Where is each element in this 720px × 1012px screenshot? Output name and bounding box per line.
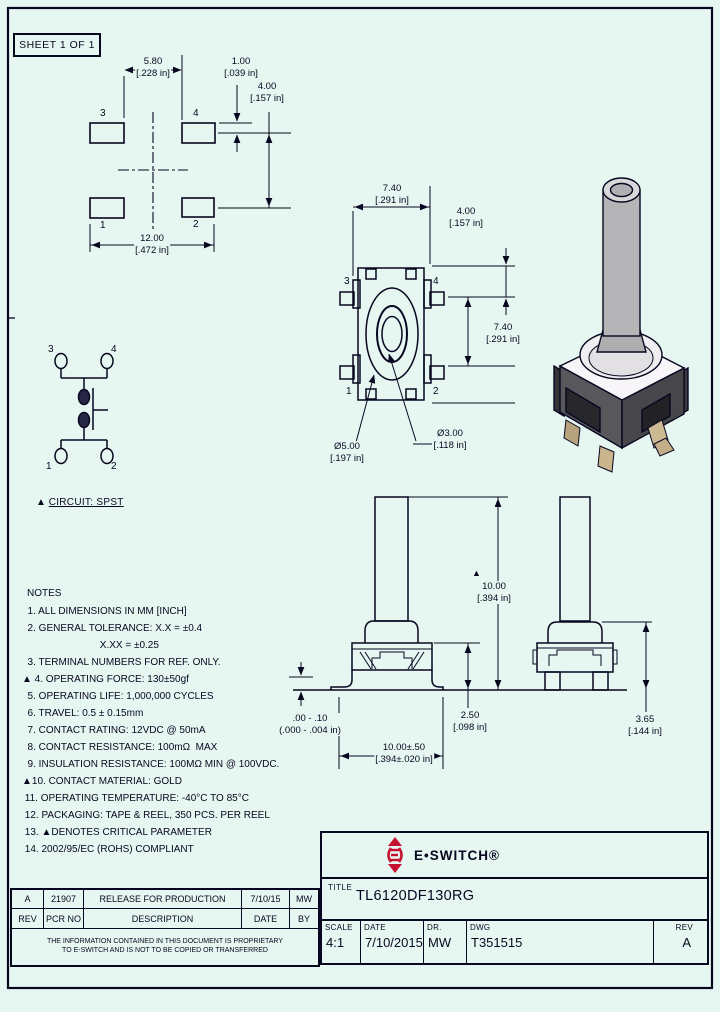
note-line: 2. GENERAL TOLERANCE: X.X = ±0.4	[22, 623, 203, 634]
critical-triangle-icon: ▲	[36, 497, 46, 508]
dim-terminal-pitch-x: 7.40 [.291 in]	[375, 183, 409, 206]
revision-pcr: 21907	[44, 890, 84, 908]
note-line: X.XX = ±0.25	[22, 640, 159, 651]
revision-row	[12, 890, 318, 908]
note-line: 5. OPERATING LIFE: 1,000,000 CYCLES	[22, 691, 214, 702]
pad-label-3: 3	[100, 108, 106, 119]
revision-rev: A	[12, 890, 44, 908]
dim-pad-pitch-y: 4.00 [.157 in]	[250, 81, 284, 104]
brand-name: E•SWITCH®	[414, 848, 500, 863]
proprietary-line-2: TO E-SWITCH AND IS NOT TO BE COPIED OR TRANSFERRED	[62, 947, 268, 954]
terminal-label-4: 4	[433, 276, 439, 287]
header-by: BY	[297, 914, 310, 924]
dim-pad-span: 12.00 [.472 in]	[135, 233, 169, 256]
revision-description: RELEASE FOR PRODUCTION	[84, 890, 242, 908]
note-line: ▲ 4. OPERATING FORCE: 130±50gf	[22, 674, 189, 685]
side-view	[533, 497, 617, 690]
part-number: TL6120DF130RG	[356, 888, 475, 904]
note-line: 8. CONTACT RESISTANCE: 100mΩ MAX	[22, 742, 218, 753]
title-block	[320, 831, 709, 965]
proprietary-note	[12, 928, 318, 965]
switch-3d-render	[554, 178, 688, 472]
dim-body-width: 10.00±.50 [.394±.020 in]	[375, 742, 433, 765]
pad-label-4: 4	[193, 108, 199, 119]
revision-header-row	[12, 908, 318, 929]
header-description: DESCRIPTION	[84, 909, 242, 929]
sheet-number-label: SHEET 1 OF 1	[13, 33, 101, 57]
dim-tip-diameter: Ø3.00 [.118 in]	[433, 428, 467, 451]
dim-base-height: 2.50 [.098 in]	[453, 710, 487, 733]
switch-top-view	[340, 268, 444, 400]
revision-table	[10, 888, 320, 967]
drawn-by-cell: DR. MW	[424, 921, 467, 963]
circuit-caption-text: CIRCUIT: SPST	[48, 497, 124, 508]
dwg-number-cell: DWG T351515	[467, 921, 654, 963]
circuit-label-2: 2	[111, 461, 117, 472]
revision-by: MW	[296, 894, 312, 904]
note-line: 11. OPERATING TEMPERATURE: -40°C TO 85°C	[22, 793, 249, 804]
header-rev: REV	[12, 909, 44, 929]
circuit-label-4: 4	[111, 344, 117, 355]
note-line: 14. 2002/95/EC (ROHS) COMPLIANT	[22, 844, 194, 855]
front-view	[331, 497, 443, 690]
title-info-row	[322, 919, 707, 963]
dim-body-height: 3.65 [.144 in]	[628, 714, 662, 737]
dim-overall-height: 10.00 [.394 in]	[477, 581, 511, 604]
note-line: 6. TRAVEL: 0.5 ± 0.15mm	[22, 708, 144, 719]
dim-standoff: .00 - .10 (.000 - .004 in)	[279, 713, 341, 736]
header-pcr-no: PCR NO	[44, 909, 84, 929]
note-line: 7. CONTACT RATING: 12VDC @ 50mA	[22, 725, 206, 736]
dim-terminal-pitch-y: 7.40 [.291 in]	[486, 322, 520, 345]
pad-label-1: 1	[100, 220, 106, 231]
date-cell: DATE 7/10/2015	[361, 921, 424, 963]
title-label: TITLE	[328, 883, 353, 892]
dim-pad-gap: 5.80 [.228 in]	[136, 56, 170, 79]
dim-body-top: 4.00 [.157 in]	[449, 206, 483, 229]
terminal-label-1: 1	[346, 386, 352, 397]
critical-triangle-icon: ▲	[472, 568, 481, 578]
terminal-label-2: 2	[433, 386, 439, 397]
scale-cell: SCALE 4:1	[322, 921, 361, 963]
note-line: 1. ALL DIMENSIONS IN MM [INCH]	[22, 606, 187, 617]
revision-date: 7/10/15	[242, 890, 290, 908]
note-line: 9. INSULATION RESISTANCE: 100MΩ MIN @ 100VDC.	[22, 759, 280, 770]
brand-row	[322, 833, 707, 877]
note-line: ▲10. CONTACT MATERIAL: GOLD	[22, 776, 182, 787]
eswitch-logo-icon	[382, 836, 408, 874]
terminal-label-3: 3	[344, 276, 350, 287]
header-date: DATE	[242, 909, 290, 929]
note-line: 3. TERMINAL NUMBERS FOR REF. ONLY.	[22, 657, 221, 668]
dim-actuator-diameter: Ø5.00 [.197 in]	[330, 441, 364, 464]
pad-label-2: 2	[193, 219, 199, 230]
dim-pad-offset: 1.00 [.039 in]	[224, 56, 258, 79]
notes-list	[22, 603, 279, 858]
title-row	[322, 877, 707, 921]
land-pattern-view	[90, 112, 215, 230]
circuit-schematic	[55, 354, 113, 464]
circuit-label-3: 3	[48, 344, 54, 355]
note-line: 12. PACKAGING: TAPE & REEL, 350 PCS. PER REEL	[22, 810, 270, 821]
rev-cell: REV A	[675, 923, 693, 950]
proprietary-line-1: THE INFORMATION CONTAINED IN THIS DOCUMENT IS PROPRIETARY	[46, 938, 284, 945]
circuit-label-1: 1	[46, 461, 52, 472]
notes-title: NOTES	[27, 588, 62, 599]
note-line: 13. ▲DENOTES CRITICAL PARAMETER	[22, 827, 212, 838]
circuit-caption	[36, 497, 124, 508]
